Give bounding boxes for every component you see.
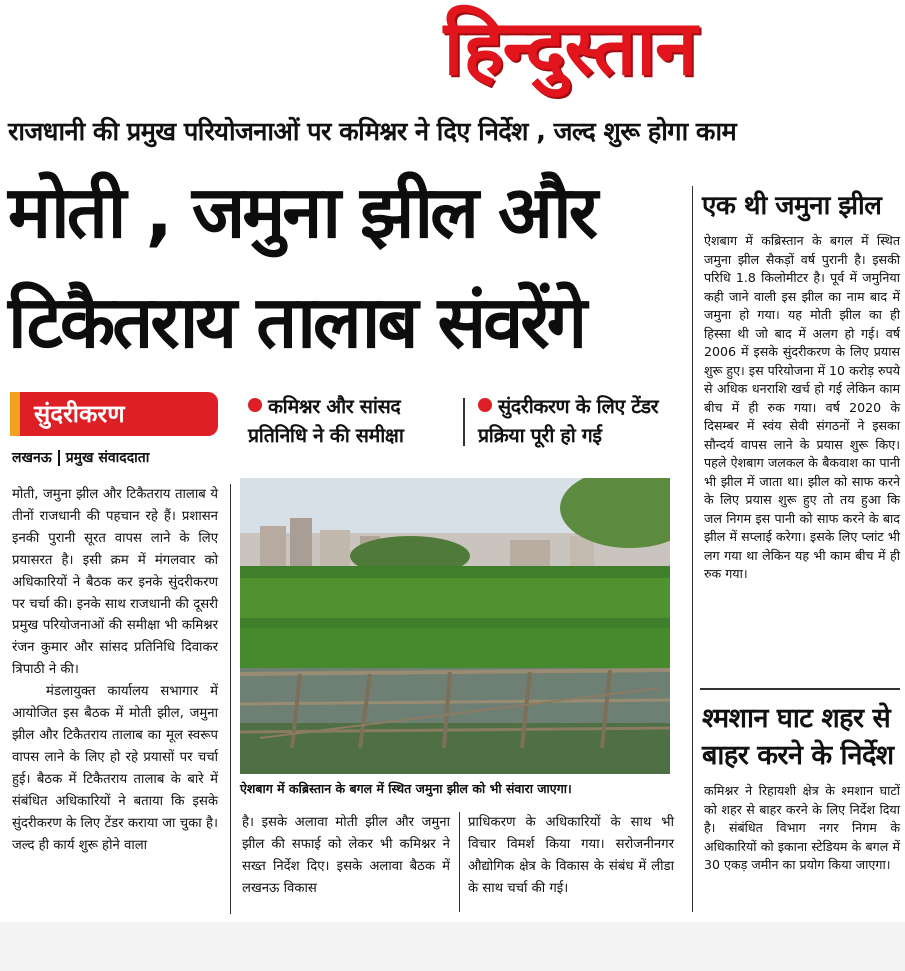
sidebar-box-2-body: कमिश्नर ने रिहायशी क्षेत्र के श्मशान घाटों को शहर से बाहर करने के लिए निर्देश दिया है। संबंधित विभाग नगर निगम के अधिकारियों को इकाना स्टेडियम के बगल में 30 एकड़ जमीन का प्रयोग किया जाएगा।	[704, 783, 900, 872]
main-headline-line-2: टिकैतराय तालाब संवरेंगे	[8, 280, 585, 364]
article-column-2: है। इसके अलावा मोती झील और जमुना झील की सफाई को लेकर भी कमिश्नर ने सख्त निर्देश दिए। इसके अलावा बैठक में लखनऊ विकास	[242, 815, 450, 896]
bullet-dot-icon	[478, 398, 492, 412]
article-column-1	[12, 484, 218, 856]
main-headline-line-1: मोती , जमुना झील और	[8, 170, 596, 254]
sidebar-divider	[700, 688, 900, 690]
bullet-dot-icon	[248, 398, 262, 412]
highlight-divider	[463, 398, 465, 446]
sidebar-rule	[692, 186, 693, 912]
sidebar-box-1-title: एक थी जमुना झील	[702, 191, 882, 221]
lake-photo	[240, 478, 670, 774]
byline-separator	[58, 450, 60, 466]
photo-caption: ऐशबाग में कब्रिस्तान के बगल में स्थित जमुना झील को भी संवारा जाएगा।	[240, 781, 572, 796]
highlight-2-text: सुंदरीकरण के लिए टेंडर प्रक्रिया पूरी हो गई	[478, 395, 659, 447]
highlight-1-text: कमिश्नर और सांसद प्रतिनिधि ने की समीक्षा	[248, 395, 404, 447]
sidebar-box-1-body: ऐशबाग में कब्रिस्तान के बगल में स्थित जमुना झील सैकड़ों वर्ष पुरानी है। इसकी परिधि 1.8 किलोमीटर है। पूर्व में जमुनिया कही जाने वाली इस झील का नाम बाद में जमुना हो गया। यह मोती झील का ही हिस्सा थी जो बाद में अलग हो गई। वर्ष 2006 में इसके सुंदरीकरण के लिए प्रयास शुरू हुए। इस परियोजना में 10 करोड़ रुपये से अधिक धनराशि खर्च हो गई लेकिन काम बीच में ही रुक गया। वर्ष 2020 के दिसम्बर में स्वंय सेवी संगठनों ने इसका सौन्दर्य वापस लाने के प्रयास शुरू किए। पहले ऐशबाग जलकल के बैकवाश का पानी भी झील में जाता था। झील को साफ करने के लिए प्रयास शुरू हुए तो तय हुआ कि जल निगम इस पानी को साफ करने के बाद झील में सप्लाई करेगा। इसके लिए प्लांट भी लग गया था लेकिन यह भी काम बीच में ही रुक गया।	[704, 233, 900, 581]
column-rule	[230, 484, 231, 914]
kicker-headline: राजधानी की प्रमुख परियोजनाओं पर कमिश्नर ने दिए निर्देश , जल्द शुरू होगा काम	[8, 117, 737, 147]
column-rule	[459, 812, 460, 912]
sidebar-box-2-title: श्मशान घाट शहर से बाहर करने के निर्देश	[702, 703, 894, 771]
highlight-2	[478, 392, 678, 450]
section-tag: सुंदरीकरण	[10, 392, 218, 436]
highlight-1	[248, 392, 453, 450]
masthead-logo: हिन्दुस्तान	[443, 3, 697, 92]
byline	[12, 448, 149, 467]
article-paragraph-2: मंडलायुक्त कार्यालय सभागार में आयोजित इस बैठक में मोती झील, जमुना झील और टिकैतराय तालाब का मूल स्वरूप वापस लाने के लिए हो रहे प्रयासों पर चर्चा हुई। बैठक में टिकैतराय तालाब के बारे में संबंधित अधिकारियों ने बताया कि इसके सुंदरीकरण के लिए टेंडर कराया जा चुका है। जल्द ही कार्य शुरू होने वाला	[12, 684, 218, 853]
byline-author: प्रमुख संवाददाता	[65, 450, 150, 466]
article-paragraph-1: मोती, जमुना झील और टिकैतराय तालाब ये तीनों राजधानी की पहचान रहे हैं। प्रशासन इनकी पुरानी सूरत वापस लाने के लिए प्रयासरत है। इसी क्रम में मंगलवार को अधिकारियों ने बैठक कर इनके सुंदरीकरण पर चर्चा की। इनके साथ राजधानी की दूसरी प्रमुख परियोजनाओं की समीक्षा भी कमिश्नर रंजन कुमार और सांसद प्रतिनिधि दिवाकर त्रिपाठी ने की।	[12, 487, 218, 678]
byline-place: लखनऊ	[12, 450, 52, 466]
article-column-3: प्राधिकरण के अधिकारियों के साथ भी विचार विमर्श किया गया। सरोजनीनगर औद्योगिक क्षेत्र के विकास के संबंध में लीडा के साथ चर्चा की गई।	[468, 815, 674, 896]
